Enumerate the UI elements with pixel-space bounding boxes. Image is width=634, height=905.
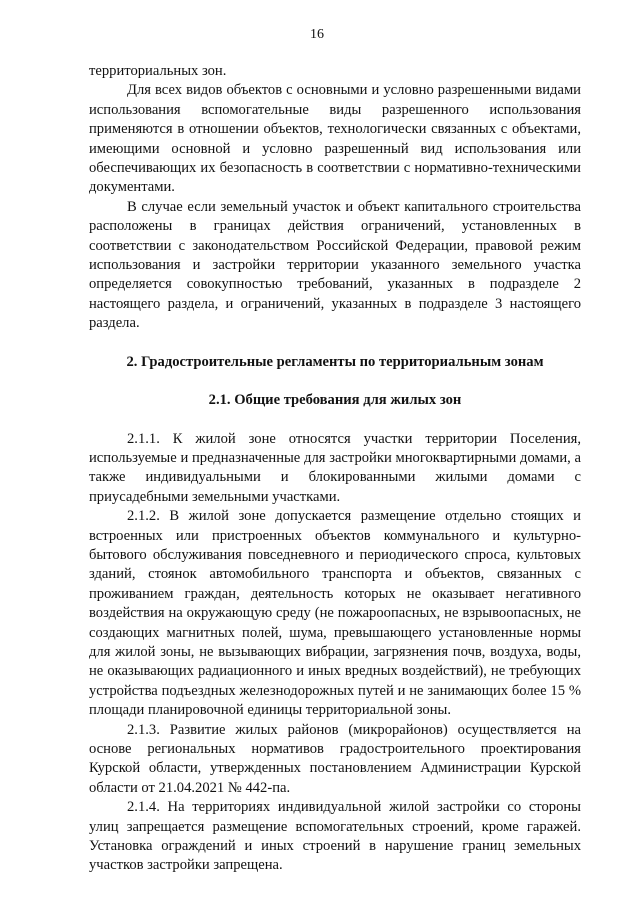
clause-2-1-3: 2.1.3. Развитие жилых районов (микрорайонов) осуществляется на основе региональных нормативов градостроительного проектирования Курской области, утвержденных постановлением Администрации Курской области от 21.04.2021 № 442-па. — [89, 721, 581, 796]
section-heading: 2. Градостроительные регламенты по территориальным зонам — [126, 353, 544, 370]
document-body — [89, 62, 581, 876]
page-number: 16 — [310, 27, 324, 42]
paragraph-restrictions: В случае если земельный участок и объект капитального строительства расположены в границах действия ограничений, установленных в соответствии с законодательством Российской Федерации, правовой режим использования и застройки территории указанного земельного участка определяется совокупностью требований, указанных в подразделе 2 настоящего раздела, и ограничений, указанных в подразделе 3 настоящего раздела. — [89, 198, 581, 332]
paragraph-continuation: территориальных зон. — [89, 63, 227, 79]
clause-2-1-1: 2.1.1. К жилой зоне относятся участки территории Поселения, используемые и предназначенные для застройки многоквартирными домами, а также индивидуальными и блокированными жилыми домами с приусадебными земельными участками. — [89, 430, 581, 505]
subsection-heading: 2.1. Общие требования для жилых зон — [208, 392, 462, 409]
clause-2-1-2: 2.1.2. В жилой зоне допускается размещение отдельно стоящих и встроенных или пристроенных объектов коммунального и культурно-бытового обслуживания повседневного и периодического спроса, культовых зданий, стоянок автомобильного транспорта и объектов, связанных с проживанием граждан, деятельность которых не оказывает негативного воздействия на окружающую среду (не пожароопасных, не взрывоопасных, не создающих магнитных полей, шума, превышающего установленные нормы для жилой зоны, не вызывающих вибрации, загрязнения почв, воздуха, воды, не оказывающих радиационного и иных вредных воздействий), не требующих устройства подъездных железнодорожных путей и не занимающих более 15 % площади планировочной единицы территориальной зоны. — [89, 508, 581, 719]
clause-2-1-4: 2.1.4. На территориях индивидуальной жилой застройки со стороны улиц запрещается размещение вспомогательных строений, кроме гаражей. Установка ограждений и иных строений в нарушение границ земельных участков застройки запрещена. — [89, 799, 581, 874]
paragraph-auxiliary-uses: Для всех видов объектов с основными и условно разрешенными видами использования вспомогательные виды разрешенного использования применяются в отношении объектов, технологически связанных с объектами, имеющими основной и условно разрешенный вид использования или обеспечивающих их безопасность в соответствии с нормативно-техническими документами. — [89, 82, 581, 196]
